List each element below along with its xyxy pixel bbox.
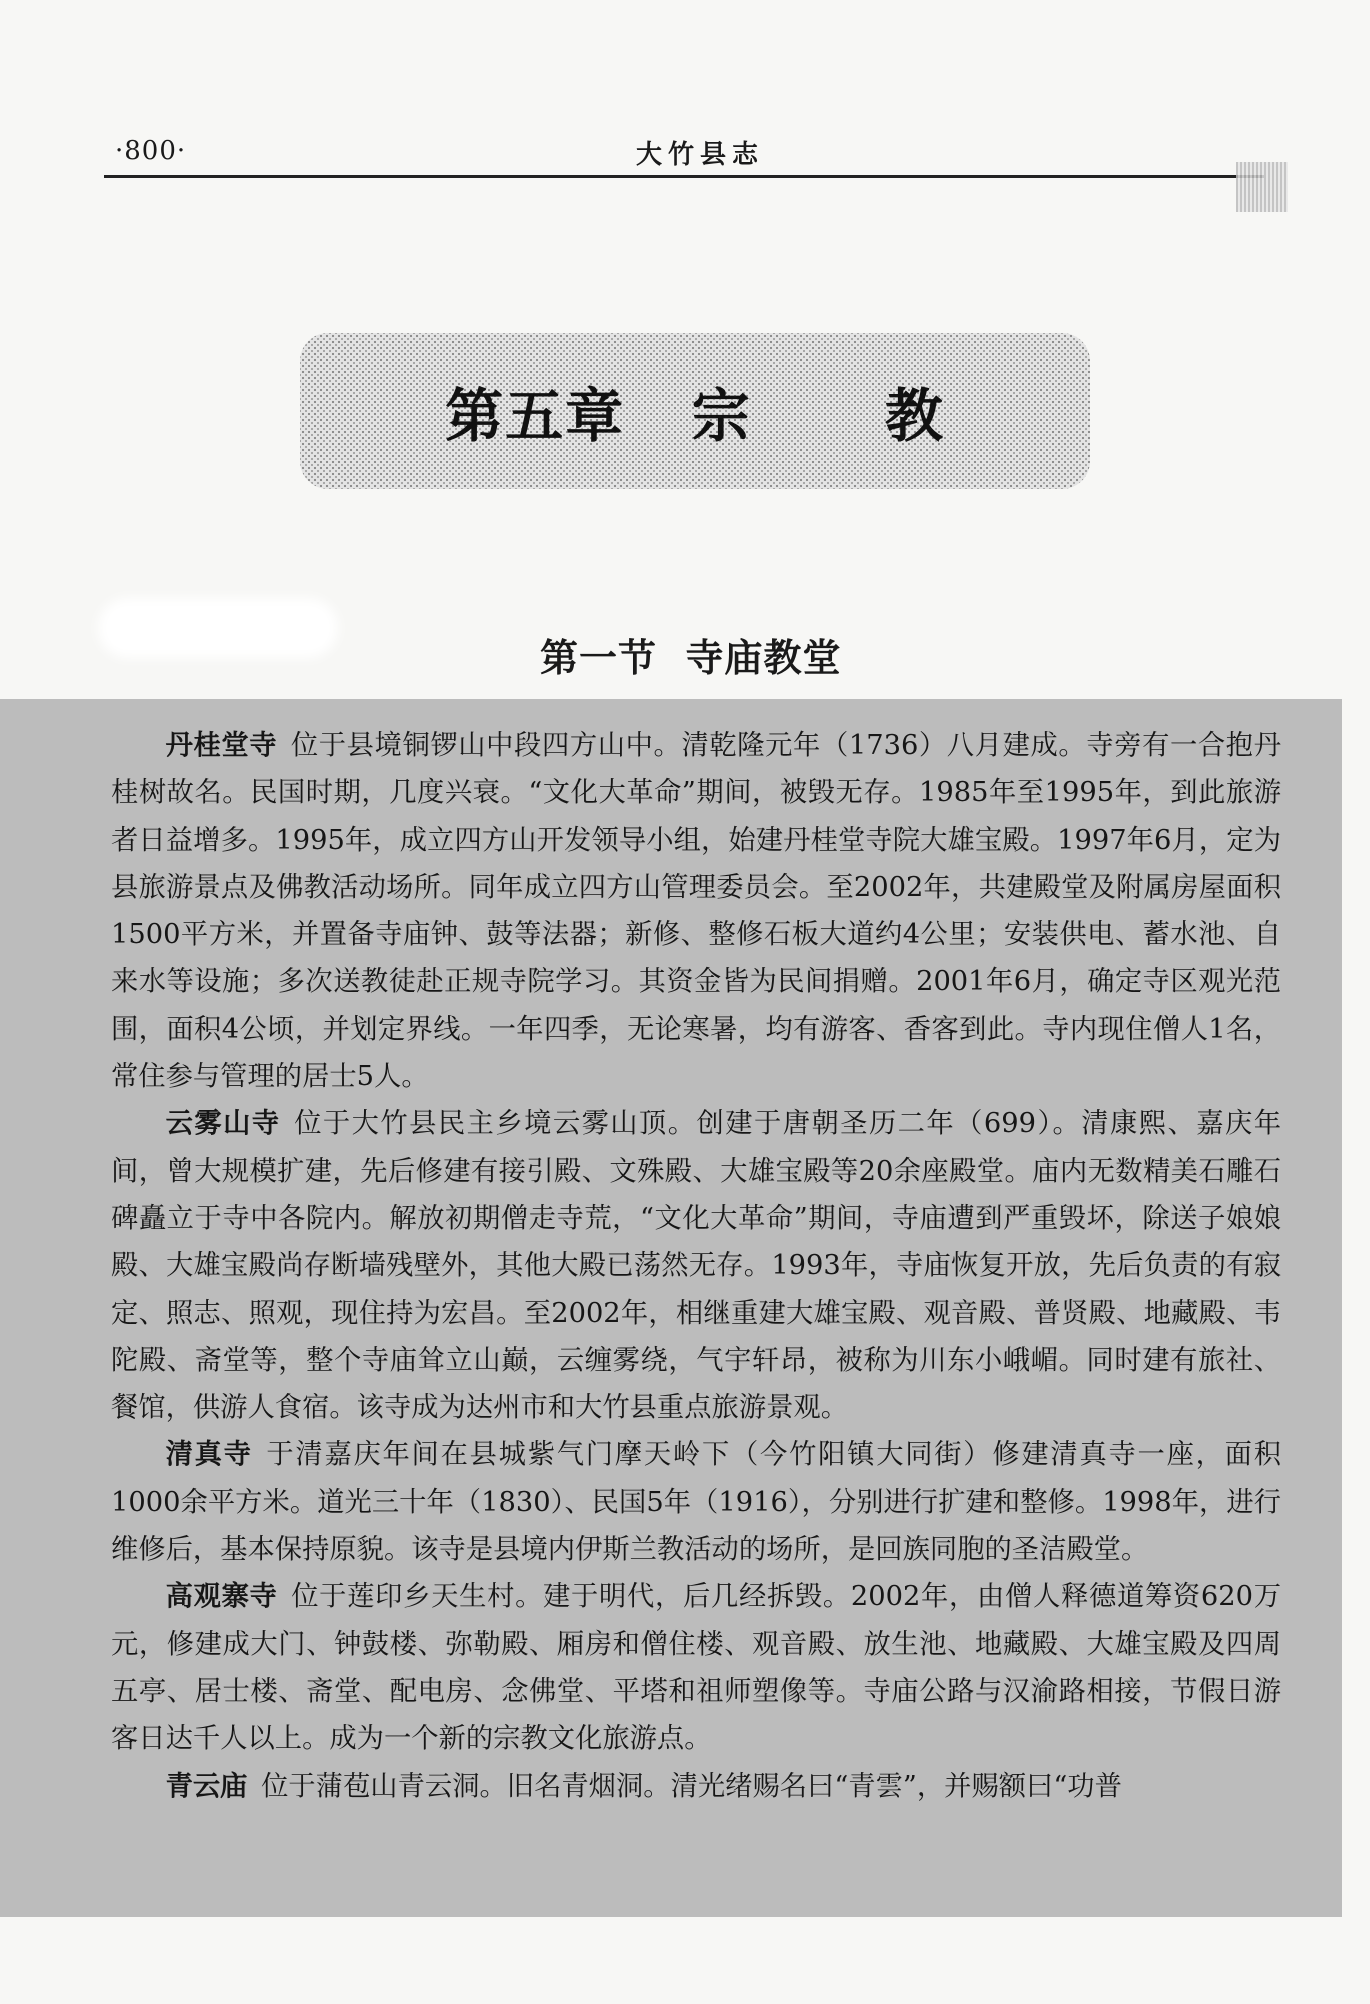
chapter-title-box (300, 333, 1090, 489)
scan-smudge (98, 598, 338, 658)
entry-term: 丹桂堂寺 (165, 729, 278, 761)
entry-text: 位于县境铜锣山中段四方山中。清乾隆元年（1736）八月建成。寺旁有一合抱丹桂树故名。民国时期，几度兴衰。“文化大革命”期间，被毁无存。1985年至1995年，到此旅游者日益增多。1995年，成立四方山开发领导小组，始建丹桂堂寺院大雄宝殿。1997年6月，定为县旅游景点及佛教活动场所。同年成立四方山管理委员会。至2002年，共建殿堂及附属房屋面积1500平方米，并置备寺庙钟、鼓等法器；新修、整修石板大道约4公里；安装供电、蓄水池、自来水等设施；多次送教徒赴正规寺院学习。其资金皆为民间捐赠。2001年6月，确定寺区观光范围，面积4公顷，并划定界线。一年四季，无论寒暑，均有游客、香客到此。寺内现住僧人1名，常住参与管理的居士5人。 (111, 730, 1282, 1093)
entry-term: 清真寺 (165, 1438, 253, 1471)
entry-paragraph (111, 1763, 1281, 1810)
header-rule (104, 175, 1264, 178)
chapter-title: 第五章 宗 教 (445, 382, 945, 450)
entry-paragraph (111, 1431, 1281, 1573)
entry-text: 位于莲印乡天生村。建于明代，后几经拆毁。2002年，由僧人释德道筹资620万元，修建成大门、钟鼓楼、弥勒殿、厢房和僧住楼、观音殿、放生池、地藏殿、大雄宝殿及四周五亭、居士楼、斋堂、配电房、念佛堂、平塔和祖师塑像等。寺庙公路与汉渝路相接，节假日游客日达千人以上。成为一个新的宗教文化旅游点。 (111, 1581, 1281, 1755)
entry-paragraph (111, 1573, 1281, 1762)
entry-text: 于清嘉庆年间在县城紫气门摩天岭下（今竹阳镇大同街）修建清真寺一座，面积1000余平方米。道光三十年（1830）、民国5年（1916），分别进行扩建和整修。1998年，进行维修后，基本保持原貌。该寺是县境内伊斯兰教活动的场所，是回族同胞的圣洁殿堂。 (111, 1439, 1282, 1566)
entry-text: 位于蒲苞山青云洞。旧名青烟洞。清光绪赐名曰“青雲”，并赐额曰“功普 (261, 1770, 1122, 1802)
section-title: 第一节 寺庙教堂 (540, 635, 842, 680)
header-rule-ornament (1236, 162, 1288, 212)
page-number: ·800· (115, 136, 187, 166)
entry-text: 位于大竹县民主乡境云雾山顶。创建于唐朝圣历二年（699）。清康熙、嘉庆年间，曾大规模扩建，先后修建有接引殿、文殊殿、大雄宝殿等20余座殿堂。庙内无数精美石雕石碑矗立于寺中各院内。解放初期僧走寺荒，“文化大革命”期间，寺庙遭到严重毁坏，除送子娘娘殿、大雄宝殿尚存断墙残壁外，其他大殿已荡然无存。1993年，寺庙恢复开放，先后负责的有寂定、照志、照观，现住持为宏昌。至2002年，相继重建大雄宝殿、观音殿、普贤殿、地藏殿、韦陀殿、斋堂等，整个寺庙耸立山巅，云缠雾绕，气宇轩昂，被称为川东小峨嵋。同时建有旅社、餐馆，供游人食宿。该寺成为达州市和大竹县重点旅游景观。 (111, 1108, 1281, 1424)
entry-term: 云雾山寺 (165, 1107, 281, 1140)
entry-paragraph (111, 722, 1281, 1100)
body-text (111, 722, 1281, 1810)
entry-term: 高观寨寺 (165, 1580, 278, 1613)
running-head: 大竹县志 (636, 140, 765, 170)
entry-paragraph (111, 1100, 1281, 1431)
entry-term: 青云庙 (165, 1769, 248, 1802)
